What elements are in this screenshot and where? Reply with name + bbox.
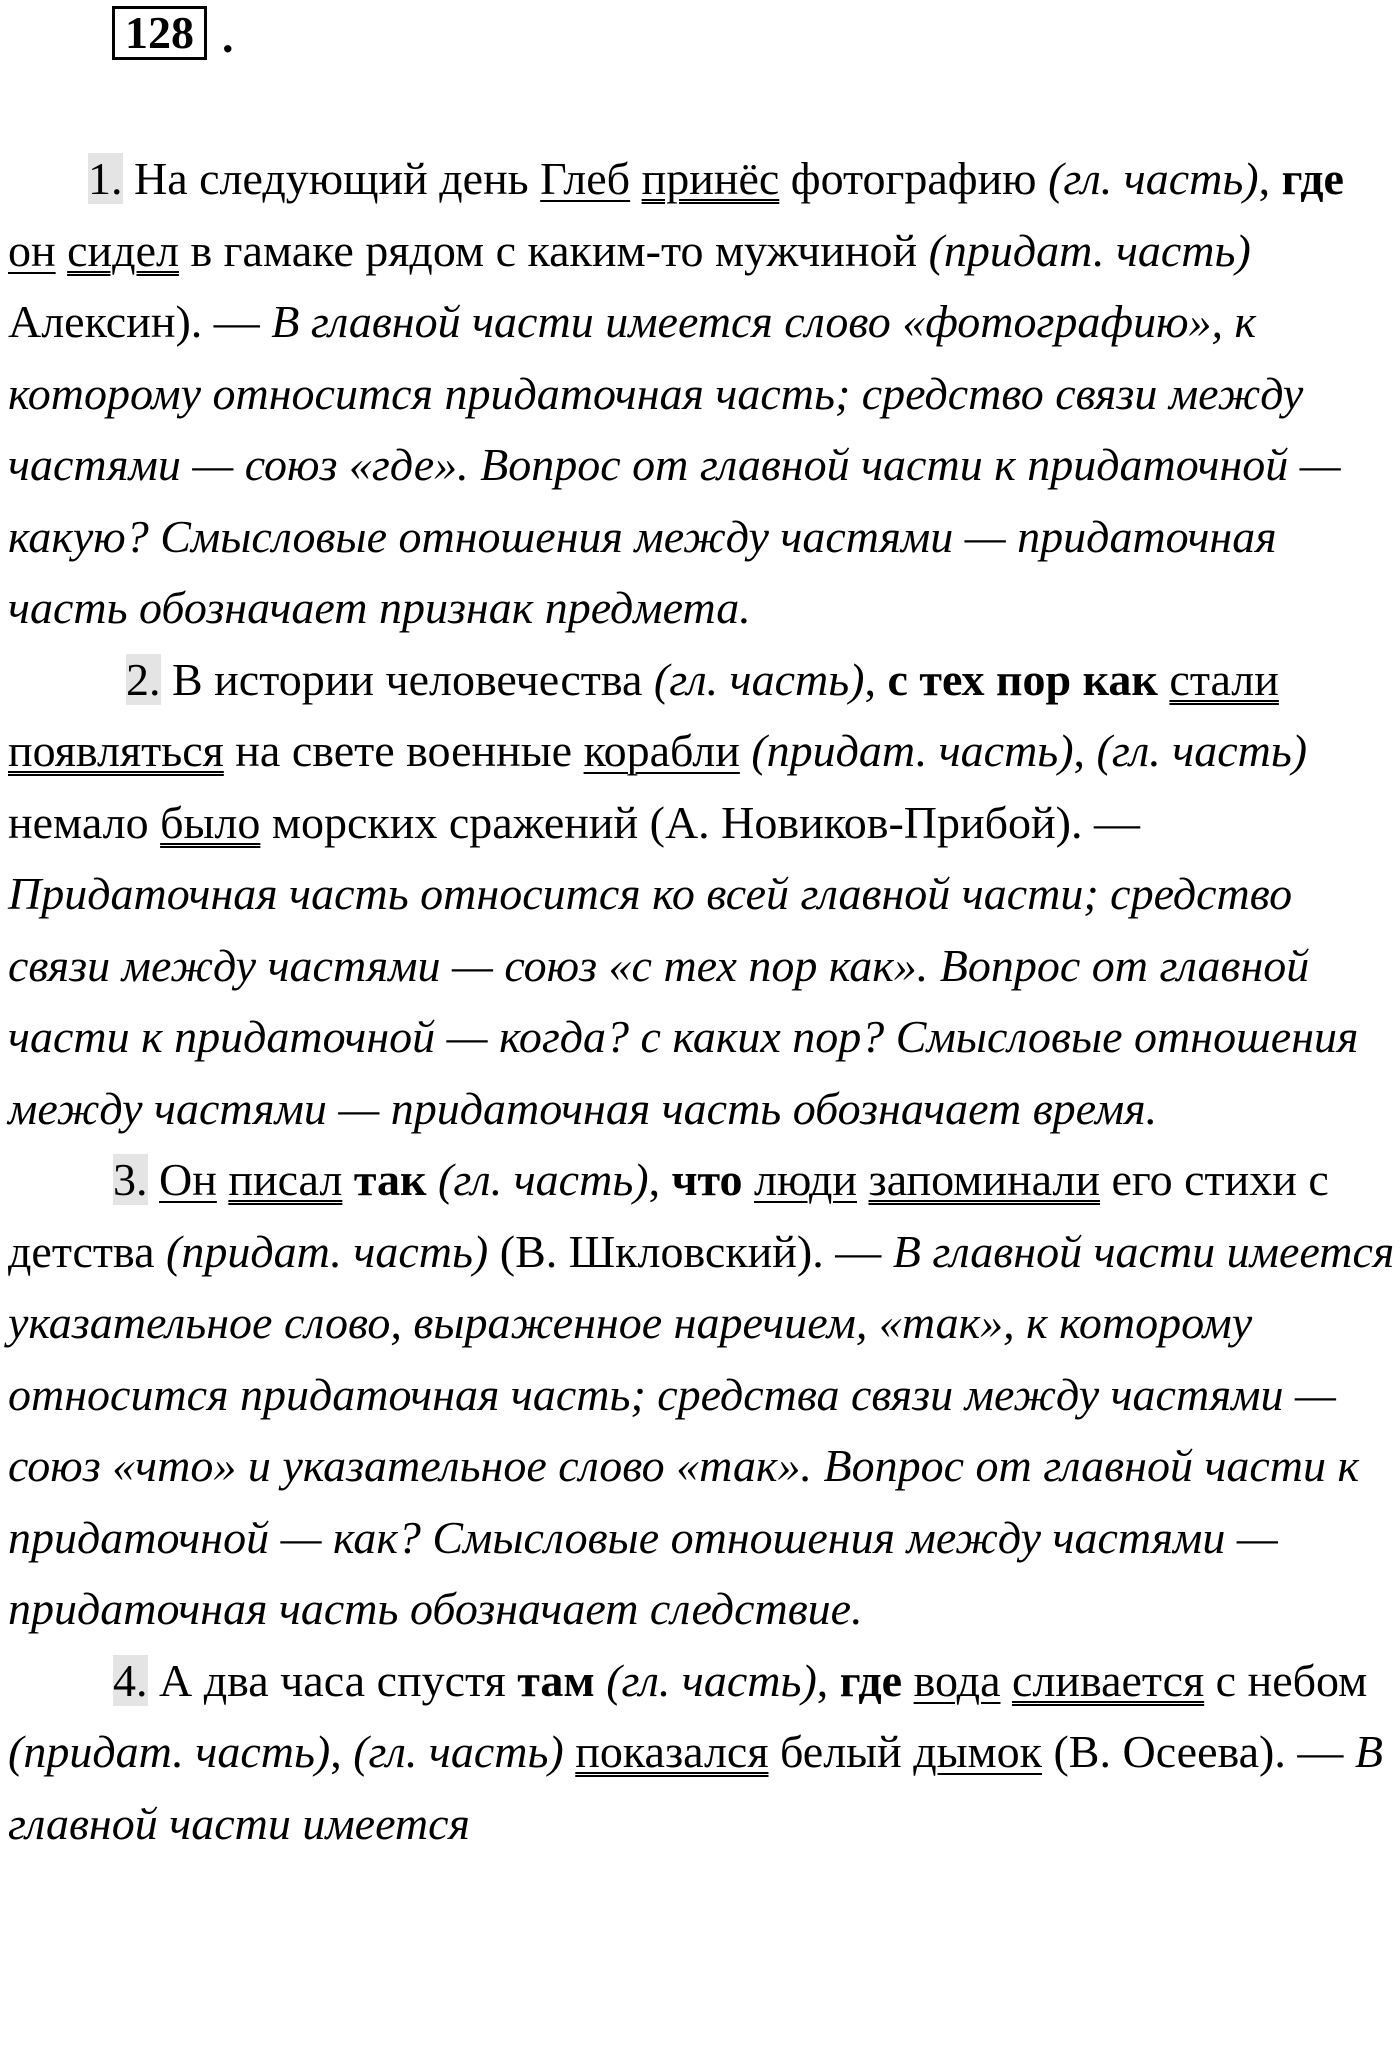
explanation: Придаточная часть относится ко всей главной части; средство связи между частями — союз «с тех пор как». Вопрос от главной части к придаточной — когда? с каких пор? Смысловые отношения между частями — придаточная часть обозначает время.: [8, 868, 1359, 1134]
item-1: 1. На следующий день Глеб принёс фотографию (гл. часть), где он сидел в гамаке рядом с каким-то мужчиной (придат. часть) Алексин). — В главной части имеется слово «фотографию», к которому относится придаточная часть; средство связи между частями — союз «где». Вопрос от главной части к придаточной — какую? Смысловые отношения между частями — придаточная часть обозначает признак предмета.: [8, 153, 1344, 633]
conjunction: где: [839, 1654, 903, 1706]
part-note: (придат. часть): [751, 725, 1074, 776]
predicate: стали появляться: [8, 653, 1279, 776]
predicate: было: [160, 796, 261, 848]
part-note: (гл. часть): [1048, 153, 1259, 204]
part-note: (придат. часть): [928, 224, 1251, 276]
explanation: В главной части имеется слово «фотографию», к которому относится придаточная часть; средство связи между частями — союз «где». Вопрос от главной части к придаточной — какую? Смысловые отношения между частями — придаточная часть обозначает признак предмета.: [8, 296, 1341, 633]
predicate: сливается: [1011, 1654, 1205, 1706]
exercise-number-dot: .: [222, 11, 234, 62]
predicate: показался: [575, 1726, 769, 1777]
predicate: принёс: [641, 153, 780, 204]
item-4: 4. А два часа спустя там (гл. часть), где вода сливается с небом (придат. часть), (гл. часть) показался белый дымок (В. Осеева). — В главной части имеется: [8, 1654, 1383, 1849]
subject: он: [8, 224, 56, 276]
part-note: (гл. часть): [606, 1654, 817, 1706]
item-2: 2. В истории человечества (гл. часть), с тех пор как стали появляться на свете военные корабли (придат. часть), (гл. часть) немало было морских сражений (А. Новиков-Прибой). — Придаточная часть относится ко всей главной части; средство связи между частями — союз «с тех пор как». Вопрос от главной части к придаточной — когда? с каких пор? Смысловые отношения между частями — придаточная часть обозначает время.: [8, 653, 1359, 1134]
part-note: (гл. часть): [353, 1726, 564, 1777]
subject: Он: [159, 1154, 217, 1205]
subject: корабли: [583, 725, 740, 776]
predicate: писал: [228, 1154, 343, 1205]
conjunction: с тех пор как: [887, 653, 1158, 705]
exercise-text: [8, 143, 1396, 1859]
demonstrative-word: там: [517, 1654, 595, 1706]
part-note: (придат. часть): [166, 1225, 489, 1277]
predicate: запоминали: [868, 1154, 1100, 1205]
explanation: В главной части имеется: [8, 1726, 1383, 1849]
exercise-number: 128: [112, 6, 207, 60]
part-note: (гл. часть): [438, 1154, 649, 1205]
predicate: сидел: [67, 224, 179, 276]
subject: вода: [913, 1654, 1001, 1706]
subject: люди: [754, 1154, 858, 1205]
item-3: 3. Он писал так (гл. часть), что люди запоминали его стихи с детства (придат. часть) (В. Шкловский). — В главной части имеется указательное слово, выраженное наречием, «так», к которому относится придаточная часть; средства связи между частями — союз «что» и указательное слово «так». Вопрос от главной части к придаточной — как? Смысловые отношения между частями — придаточная часть обозначает следствие.: [8, 1154, 1395, 1634]
part-note: (гл. часть): [1096, 725, 1308, 776]
explanation: В главной части имеется указательное слово, выраженное наречием, «так», к которому относится придаточная часть; средства связи между частями — союз «что» и указательное слово «так». Вопрос от главной части к придаточной — как? Смысловые отношения между частями — придаточная часть обозначает следствие.: [8, 1225, 1395, 1634]
subject: дымок: [913, 1726, 1042, 1777]
item-label: 4.: [113, 1654, 148, 1706]
part-note: (придат. часть): [8, 1726, 331, 1777]
conjunction: где: [1281, 153, 1344, 204]
item-label: 1.: [88, 153, 123, 204]
part-note: (гл. часть): [653, 653, 865, 705]
item-label: 3.: [113, 1154, 148, 1205]
demonstrative-word: так: [353, 1154, 427, 1205]
subject: Глеб: [540, 153, 631, 204]
conjunction: что: [671, 1154, 743, 1205]
item-label: 2.: [126, 653, 161, 705]
